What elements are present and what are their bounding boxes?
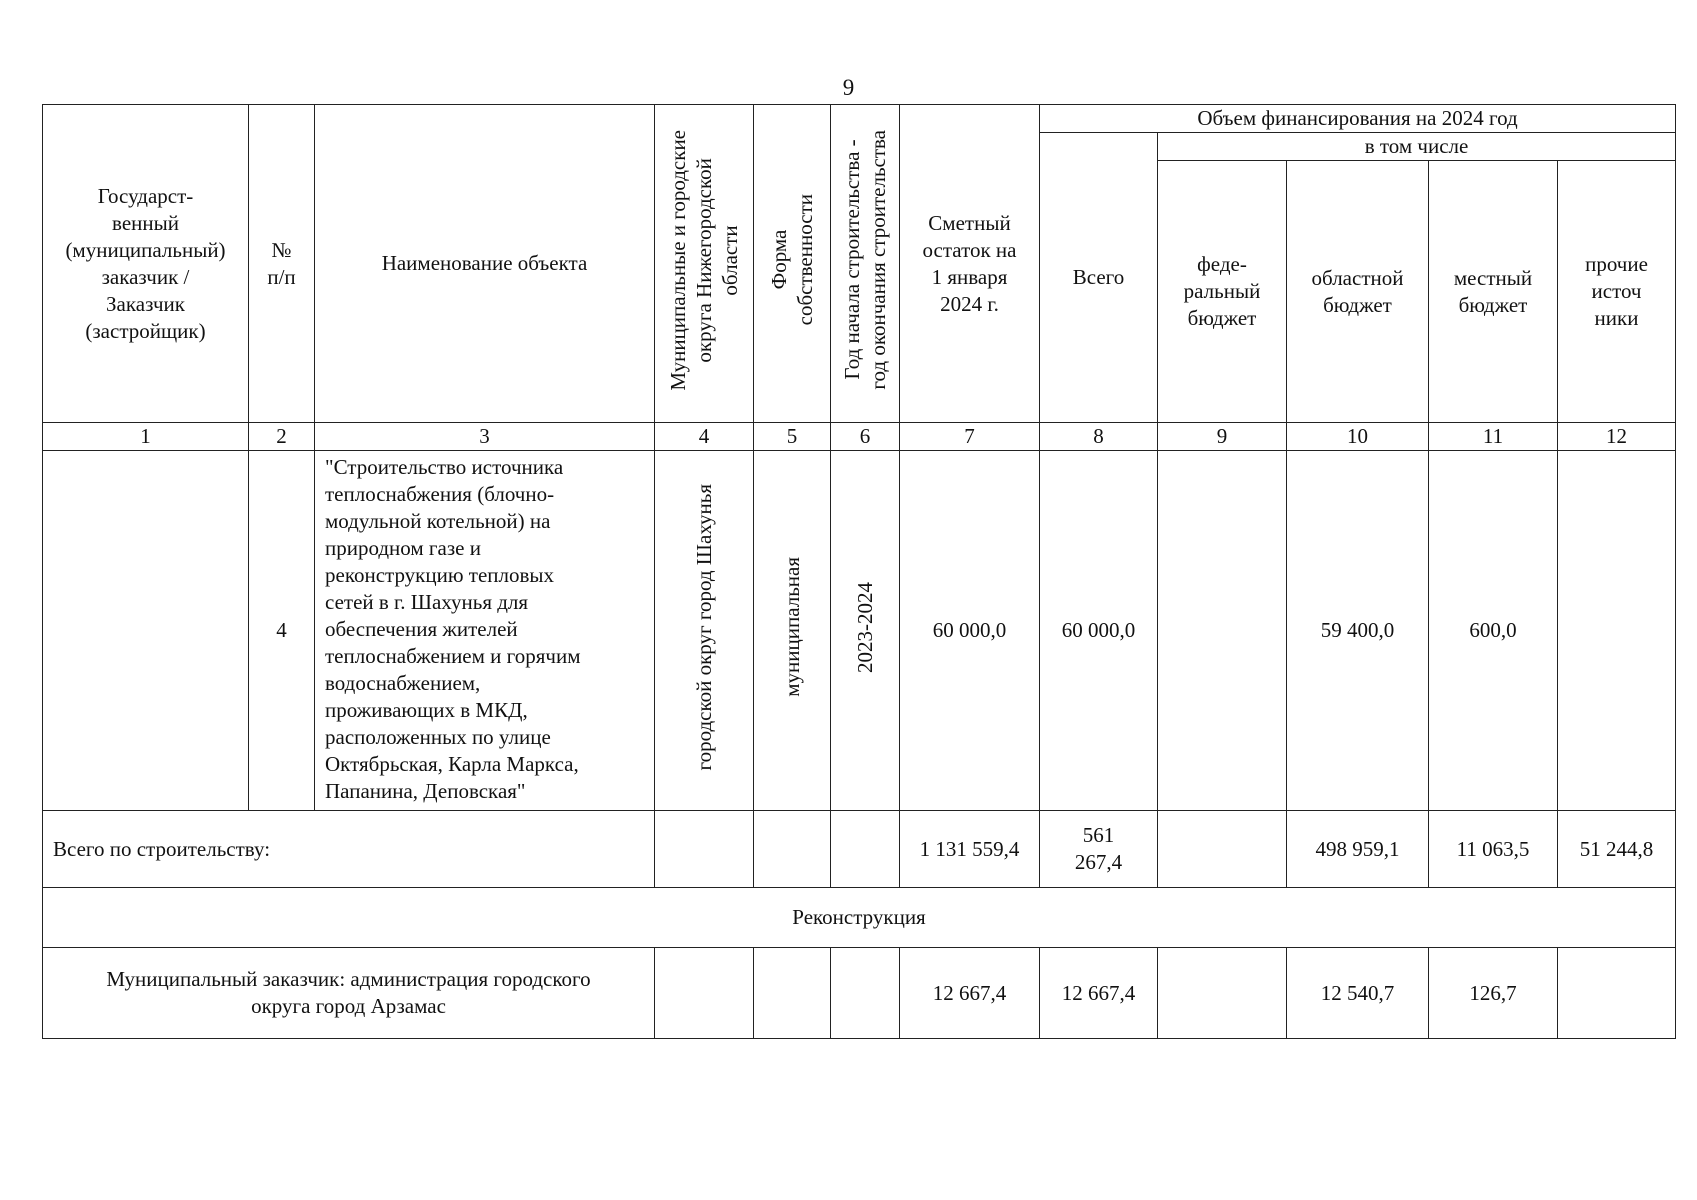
object-federal-cell: [1158, 451, 1287, 811]
column-number: 1: [43, 423, 249, 451]
object-local-cell: 600,0: [1429, 451, 1558, 811]
customer-other-cell: [1558, 948, 1676, 1039]
total-row: [43, 811, 1676, 888]
customer-row: [43, 948, 1676, 1039]
total-regional-cell: 498 959,1: [1287, 811, 1429, 888]
header-regional: областной бюджет: [1287, 161, 1429, 423]
customer-regional-cell: 12 540,7: [1287, 948, 1429, 1039]
column-number: 5: [754, 423, 831, 451]
header-including: в том числе: [1158, 133, 1676, 161]
object-estimate-cell: 60 000,0: [900, 451, 1040, 811]
column-number: 11: [1429, 423, 1558, 451]
object-row: [43, 451, 1676, 811]
object-municipality-text: городской округ город Шахунья: [692, 483, 716, 771]
customer-total-cell: 12 667,4: [1040, 948, 1158, 1039]
total-other-cell: 51 244,8: [1558, 811, 1676, 888]
object-regional-cell: 59 400,0: [1287, 451, 1429, 811]
header-years-text: Год начала строительства - год окончания строительства: [840, 130, 890, 390]
column-number: 12: [1558, 423, 1676, 451]
header-total: Всего: [1040, 133, 1158, 423]
column-number-row: [43, 423, 1676, 451]
total-empty-cell: [655, 811, 754, 888]
section-title: Реконструкция: [43, 888, 1676, 948]
object-ownership-text: муниципальная: [780, 557, 804, 697]
column-number: 9: [1158, 423, 1287, 451]
column-number: 2: [249, 423, 315, 451]
header-local: местный бюджет: [1429, 161, 1558, 423]
column-number: 3: [315, 423, 655, 451]
customer-empty-cell: [655, 948, 754, 1039]
page-number: 9: [842, 75, 855, 100]
section-row: [43, 888, 1676, 948]
header-row-funding: [43, 105, 1676, 133]
total-empty-cell: [831, 811, 900, 888]
object-ownership-cell: [754, 451, 831, 811]
total-estimate-cell: 1 131 559,4: [900, 811, 1040, 888]
object-total-cell: 60 000,0: [1040, 451, 1158, 811]
header-num: № п/п: [249, 105, 315, 423]
object-name-cell: "Строительство источника теплоснабжения (блочно- модульной котельной) на природном газе и реконструкцию тепловых сетей в г. Шахунья для обеспечения жителей теплоснабжением и горячим водоснабжением, проживающих в МКД, расположенных по улице Октябрьская, Карла Маркса, Папанина, Деповская": [315, 451, 655, 811]
customer-estimate-cell: 12 667,4: [900, 948, 1040, 1039]
object-number-cell: 4: [249, 451, 315, 811]
column-number: 8: [1040, 423, 1158, 451]
header-federal: феде- ральный бюджет: [1158, 161, 1287, 423]
header-municipality-text: Муниципальные и городские округа Нижегородской области: [666, 129, 742, 391]
column-number: 4: [655, 423, 754, 451]
customer-empty-cell: [831, 948, 900, 1039]
header-object-name: Наименование объекта: [315, 105, 655, 423]
header-customer: Государст- венный (муниципальный) заказчик / Заказчик (застройщик): [43, 105, 249, 423]
header-funding-group: Объем финансирования на 2024 год: [1040, 105, 1676, 133]
financing-table: [42, 104, 1676, 1039]
total-empty-cell: [754, 811, 831, 888]
header-other: прочие источ ники: [1558, 161, 1676, 423]
header-ownership: [754, 105, 831, 423]
customer-label: Муниципальный заказчик: администрация городского округа город Арзамас: [43, 948, 655, 1039]
total-local-cell: 11 063,5: [1429, 811, 1558, 888]
object-years-text: 2023-2024: [853, 581, 877, 673]
total-total-cell: 561 267,4: [1040, 811, 1158, 888]
customer-local-cell: 126,7: [1429, 948, 1558, 1039]
header-municipality: [655, 105, 754, 423]
header-years: [831, 105, 900, 423]
column-number: 6: [831, 423, 900, 451]
customer-federal-cell: [1158, 948, 1287, 1039]
object-other-cell: [1558, 451, 1676, 811]
total-federal-cell: [1158, 811, 1287, 888]
customer-empty-cell: [754, 948, 831, 1039]
object-municipality-cell: [655, 451, 754, 811]
header-ownership-text: Форма собственности: [767, 194, 817, 326]
object-years-cell: [831, 451, 900, 811]
column-number: 10: [1287, 423, 1429, 451]
object-customer-cell: [43, 451, 249, 811]
column-number: 7: [900, 423, 1040, 451]
total-label: Всего по строительству:: [43, 811, 655, 888]
header-estimate: Сметный остаток на 1 января 2024 г.: [900, 105, 1040, 423]
